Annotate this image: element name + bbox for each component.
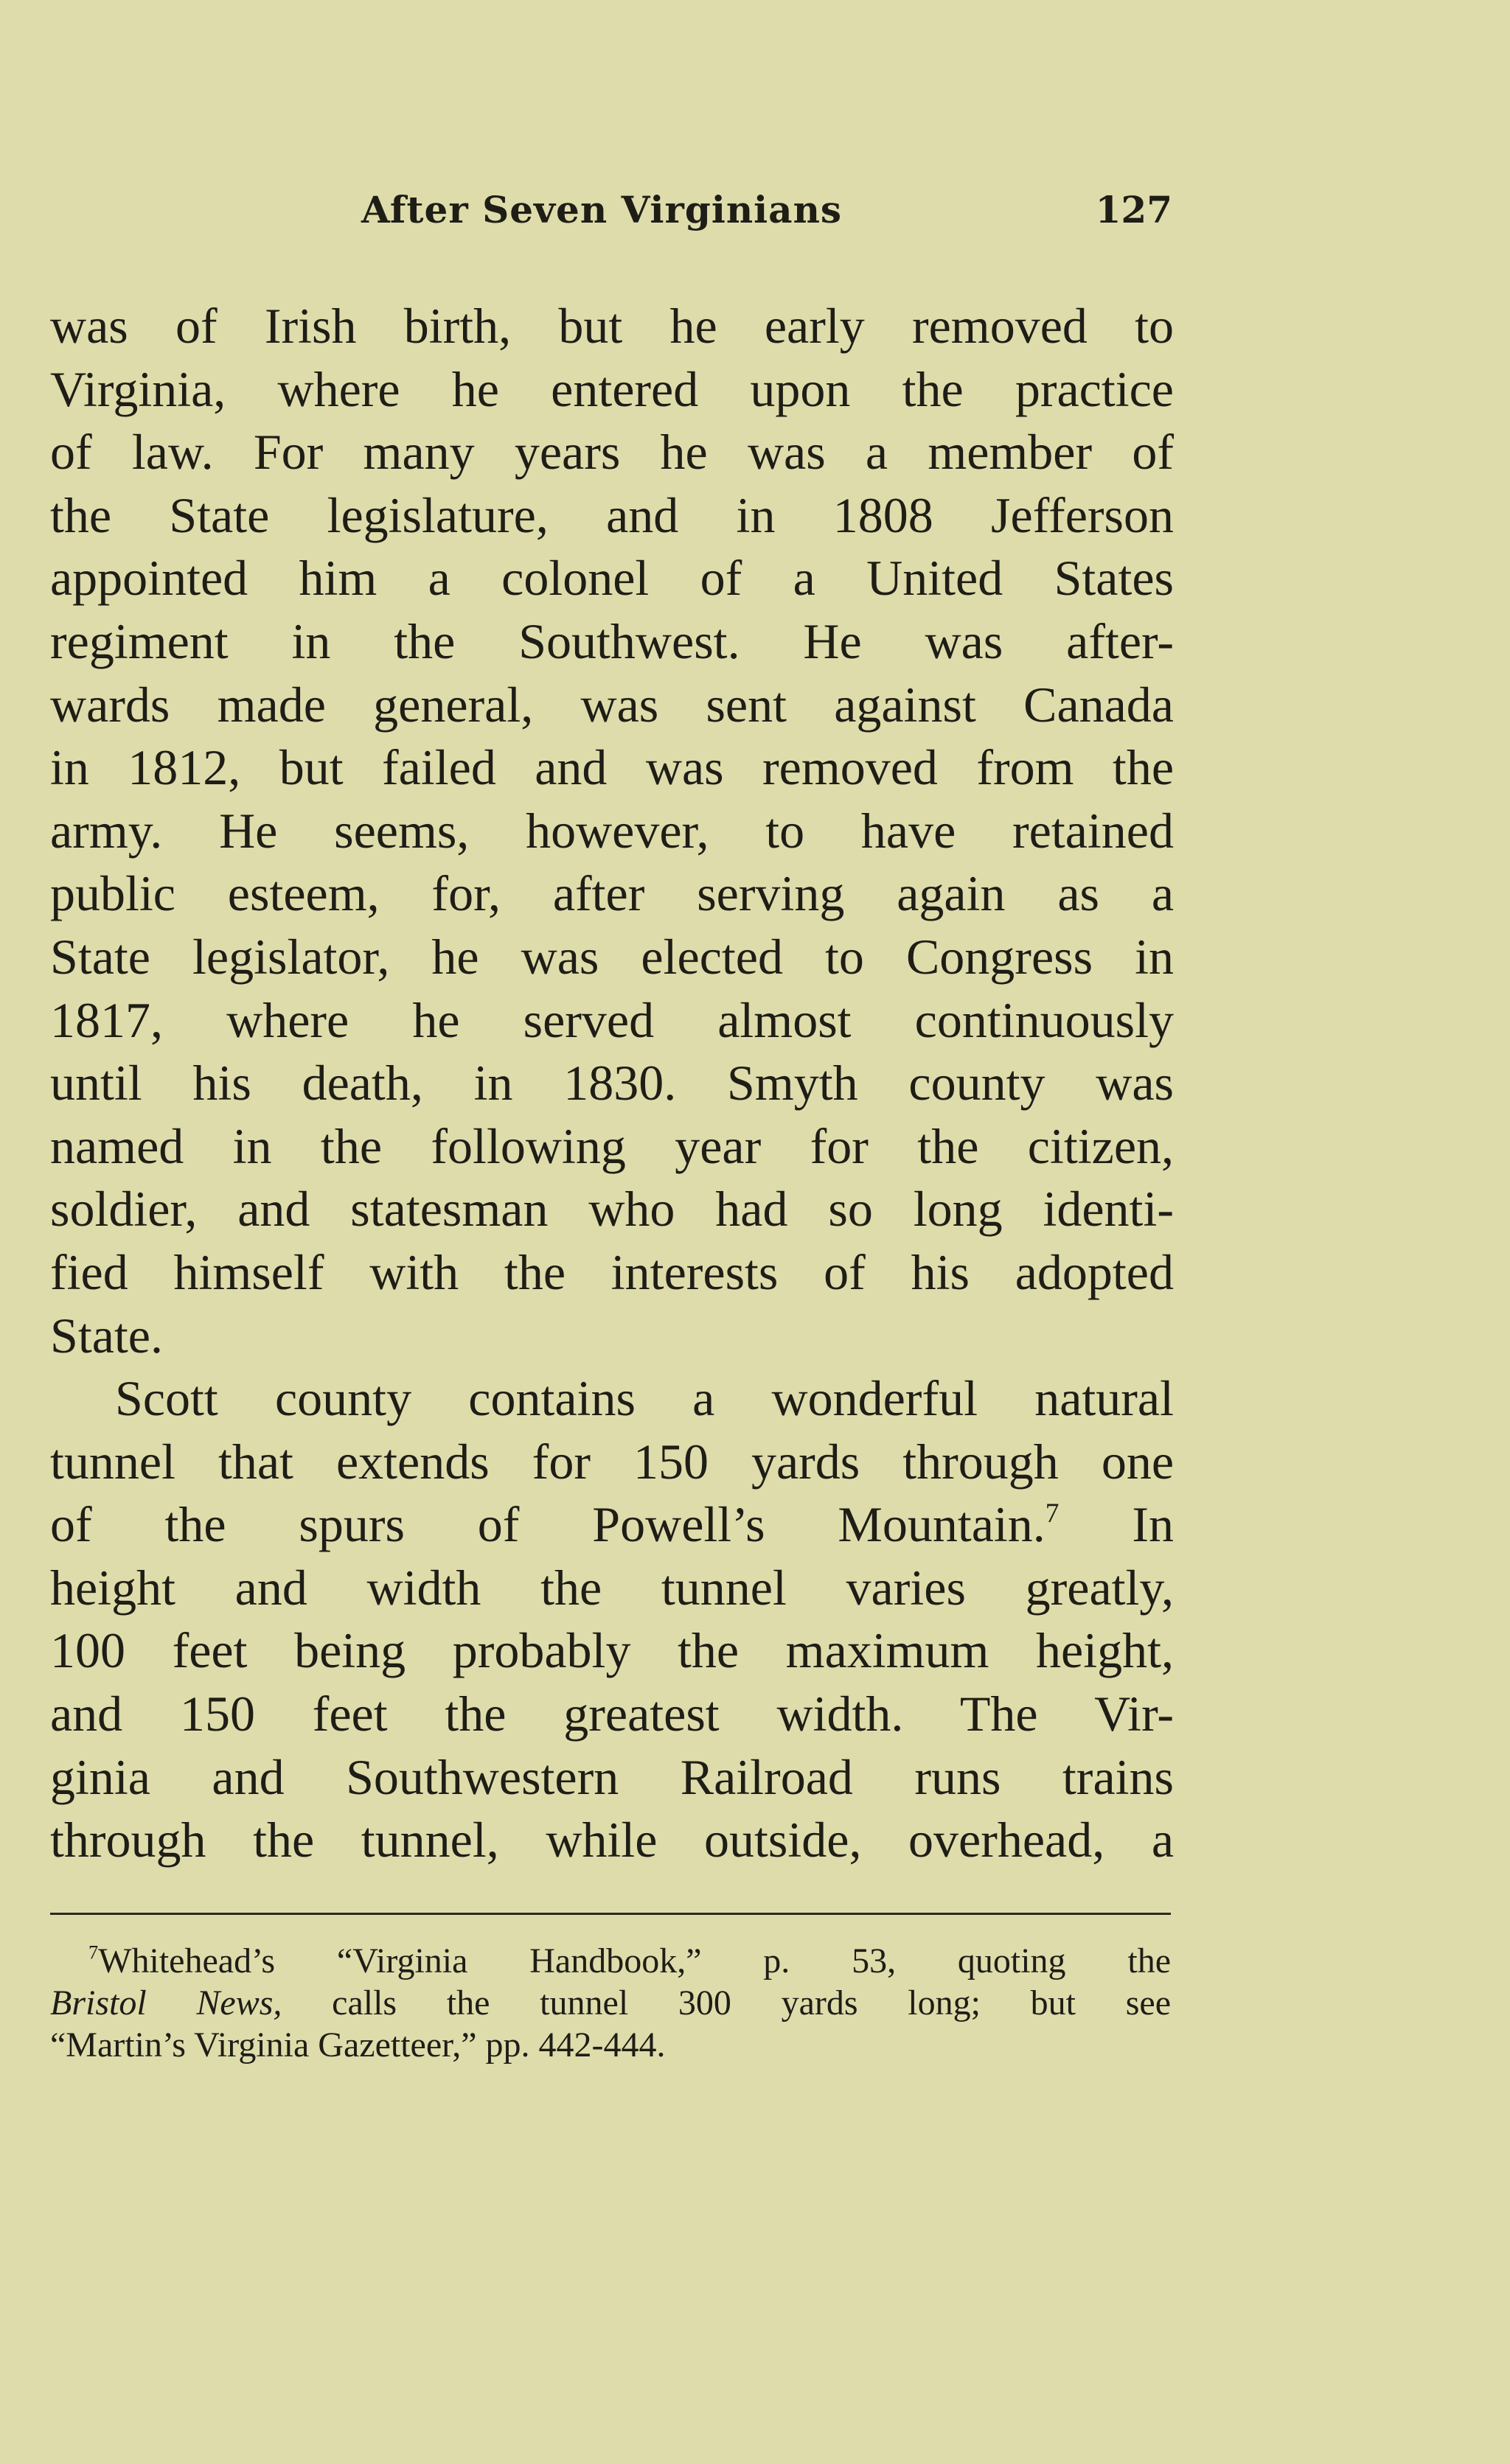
text-line: named in the following year for the citizen, (50, 1117, 1174, 1174)
footnote-line (50, 1940, 1171, 1982)
footnote-line: “Martin’s Virginia Gazetteer,” pp. 442-444. (50, 2025, 666, 2065)
text-line: ginia and Southwestern Railroad runs trains (50, 1748, 1174, 1805)
text-fragment: of the spurs of Powell’s Mountain. (50, 1496, 1045, 1553)
text-line: of law. For many years he was a member of (50, 424, 1174, 481)
footnote (50, 1940, 1171, 2066)
footnote-rule (50, 1913, 1171, 1915)
footnote-text: calls the tunnel 300 yards long; but see (332, 1983, 1172, 2022)
body-text (50, 295, 1174, 1872)
text-line: army. He seems, however, to have retained (50, 802, 1174, 859)
text-line: in 1812, but failed and was removed from the (50, 739, 1174, 796)
text-line: Scott county contains a wonderful natural (115, 1370, 1174, 1427)
footnote-marker: 7 (88, 1941, 99, 1964)
text-line-with-footnote-ref (50, 1493, 1174, 1557)
text-line: State legislator, he was elected to Congress in (50, 928, 1174, 985)
text-line: through the tunnel, while outside, overhead, a (50, 1812, 1174, 1868)
text-line: 1817, where he served almost continuously (50, 991, 1174, 1048)
page-number: 127 (1095, 188, 1172, 231)
footnote-text: Whitehead’s “Virginia Handbook,” p. 53, quoting the (98, 1941, 1171, 1980)
text-line: public esteem, for, after serving again as a (50, 865, 1174, 922)
text-line: the State legislature, and in 1808 Jefferson (50, 486, 1174, 543)
running-title: After Seven Virginians (361, 188, 843, 231)
text-line: was of Irish birth, but he early removed to (50, 298, 1174, 354)
text-fragment: In (1132, 1496, 1174, 1553)
text-line: Virginia, where he entered upon the practice (50, 360, 1174, 417)
text-line: fied himself with the interests of his adopted (50, 1243, 1174, 1300)
footnote-reference: 7 (1045, 1498, 1060, 1529)
text-line: tunnel that extends for 150 yards through one (50, 1433, 1174, 1490)
text-line: height and width the tunnel varies greatly, (50, 1559, 1174, 1616)
text-line: soldier, and statesman who had so long identi- (50, 1181, 1174, 1238)
text-line: regiment in the Southwest. He was after- (50, 612, 1174, 669)
text-line: State. (50, 1307, 163, 1364)
text-line: 100 feet being probably the maximum height, (50, 1622, 1174, 1679)
running-header (361, 188, 1172, 240)
text-line: appointed him a colonel of a United States (50, 550, 1174, 607)
text-line: and 150 feet the greatest width. The Vir- (50, 1686, 1174, 1742)
text-line: wards made general, was sent against Canada (50, 676, 1174, 733)
footnote-source-title: Bristol News, (50, 1983, 282, 2022)
text-line: until his death, in 1830. Smyth county was (50, 1055, 1174, 1111)
footnote-line (50, 1982, 1171, 2024)
